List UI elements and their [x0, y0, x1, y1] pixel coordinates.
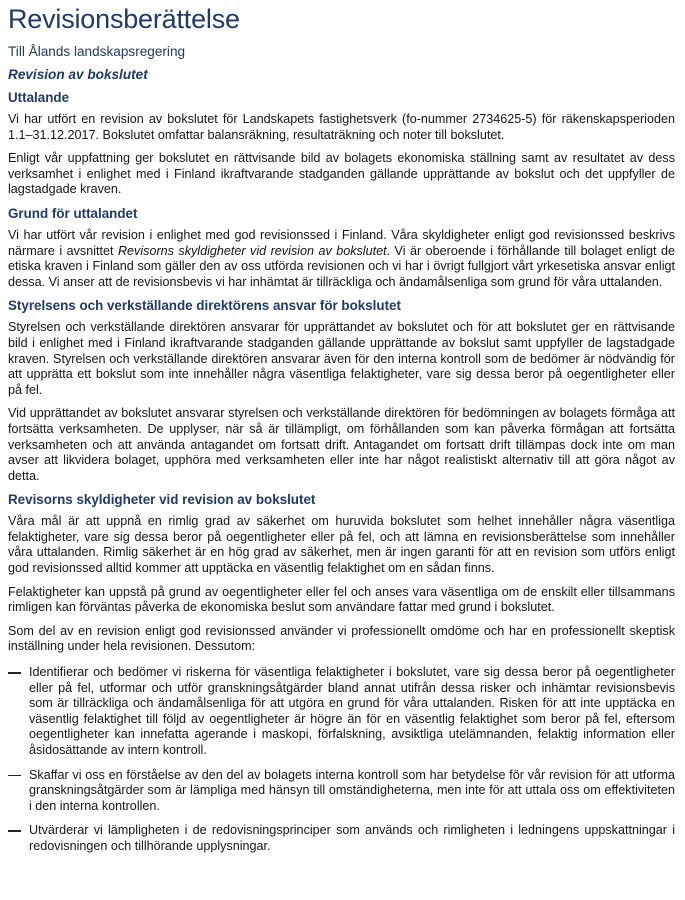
- paragraph: Vi har utfört en revision av bokslutet för Landskapets fastighetsverk (fo-nummer 2734625-5) för räkenskapsperioden 1.1–31.12.2017. Bokslutet omfattar balansräkning, resultaträkning och noter till bokslutet.: [8, 112, 675, 142]
- section-reference: Revisorns skyldigheter vid revision av bokslutet: [117, 243, 387, 258]
- list-item: [8, 665, 675, 759]
- paragraph: Felaktigheter kan uppstå på grund av oegentligheter eller fel och anses vara väsentliga om de enskilt eller tillsammans rimligen kan förväntas påverka de ekonomiska beslut som användare fattar med grund i bokslutet.: [8, 584, 675, 615]
- document-title: Revisionsberättelse: [8, 4, 240, 34]
- list-item: [8, 768, 675, 815]
- paragraph: Våra mål är att uppnå en rimlig grad av säkerhet om huruvida bokslutet som helhet innehåller några väsentliga felaktigheter, vare sig dessa beror på oegentligheter eller på fel, och att lämna en revisionsberättelse som innehåller våra uttalanden. Rimlig säkerhet är en hög grad av säkerhet, men är ingen garanti för att en revision som utförs enligt god revisionssed alltid kommer att upptäcka en väsentlig felaktighet om en sådan finns.: [8, 514, 675, 576]
- list-item-text: Identifierar och bedömer vi riskerna för väsentliga felaktigheter i bokslutet, vare sig dessa beror på oegentligheter eller på fel, utformar och utför granskningsåtgärder bland annat utifrån dessa risker och inhämtar revisionsbevis som är tillräckliga och ändamålsenliga för att utgöra en grund för våra uttalanden. Risken för att inte upptäcka en väsentlig felaktighet till följd av oegentligheter är högre än för en väsentlig felaktighet som beror på fel, eftersom oegentligheter kan innefatta agerande i maskopi, förfalskning, avsiktliga utelämnanden, felaktig information eller åsidosättande av intern kontroll.: [29, 665, 675, 757]
- paragraph-text: Vi har utfört vår revision i enlighet med god revisionssed i Finland. Våra skyldigheter enligt god revisionssed beskrivs närmare i avsnittet: [8, 227, 675, 258]
- section-styrelsen: [8, 297, 675, 484]
- paragraph: Styrelsen och verkställande direktören ansvarar för upprättandet av bokslutet och för att bokslutet ger en rättvisande bild i enlighet med i Finland ikraftvarande stadganden gällande upprättande av bokslut samt uppfyller de lagstadgade kraven. Styrelsen och verkställande direktören ansvarar även för den interna kontroll som de bedömer är nödvändig för att upprätta ett bokslut som inte innehåller några väsentliga felaktigheter, vare sig dessa beror på oegentligheter eller på fel.: [8, 320, 675, 397]
- section-grund: [8, 205, 675, 290]
- bullet-list: [8, 665, 675, 855]
- paragraph: Enligt vår uppfattning ger bokslutet en rättvisande bild av bolagets ekonomiska ställning samt av resultatet av dess verksamhet i enlighet med i Finland ikraftvarande stadganden gällande upprättande av bokslut och det uppfyller de lagstadgade kraven.: [8, 151, 675, 197]
- heading-revisorn: Revisorns skyldigheter vid revision av bokslutet: [8, 492, 316, 508]
- dash-bullet-icon: [8, 775, 21, 777]
- paragraph: [8, 228, 675, 290]
- list-item: [8, 823, 675, 854]
- paragraph: Som del av en revision enligt god revisionssed använder vi professionellt omdöme och har en professionellt skeptisk inställning under hela revisionen. Dessutom:: [8, 623, 675, 654]
- document-subtitle: Revision av bokslutet: [8, 67, 148, 82]
- section-uttalande: [8, 89, 675, 198]
- heading-grund: Grund för uttalandet: [8, 205, 138, 221]
- paragraph-text: . Vi är oberoende i förhållande till bolaget enligt de etiska kraven i Finland som gäller den av oss utförda revisionen och vi har i övrigt fullgjort vårt yrkesetiska ansvar enligt dessa. Vi anser att de revisionsbevis vi har inhämtat är tillräckliga och ändamålsenliga som grund för våra uttalanden.: [8, 243, 676, 289]
- list-item-text: Skaffar vi oss en förståelse av den del av bolagets interna kontroll som har betydelse för vår revision för att utforma granskningsåtgärder som är lämpliga med hänsyn till omständigheterna, men inte för att uttala oss om effektiviteten i den interna kontrollen.: [29, 767, 675, 813]
- heading-styrelsen: Styrelsens och verkställande direktörens ansvar för bokslutet: [8, 298, 401, 314]
- recipient-line: Till Ålands landskapsregering: [8, 44, 186, 59]
- dash-bullet-icon: [8, 830, 21, 832]
- section-revisorn: [8, 491, 675, 854]
- dash-bullet-icon: [8, 672, 21, 674]
- list-item-text: Utvärderar vi lämpligheten i de redovisningsprinciper som används och rimligheten i ledningens uppskattningar i redovisningen och tillhörande upplysningar.: [29, 823, 675, 853]
- heading-uttalande: Uttalande: [8, 90, 70, 105]
- paragraph: Vid upprättandet av bokslutet ansvarar styrelsen och verkställande direktören för bedömningen av bolagets förmåga att fortsätta verksamheten. De upplyser, när så är tillämpligt, om förhållanden som kan påverka förmågan att fortsätta verksamheten och att använda antagandet om fortsatt drift. Antagandet om fortsatt drift tillämpas dock inte om man avser att likvidera bolaget, upphöra med verksamheten eller inte har något realistiskt alternativ till att göra något av detta.: [8, 406, 675, 483]
